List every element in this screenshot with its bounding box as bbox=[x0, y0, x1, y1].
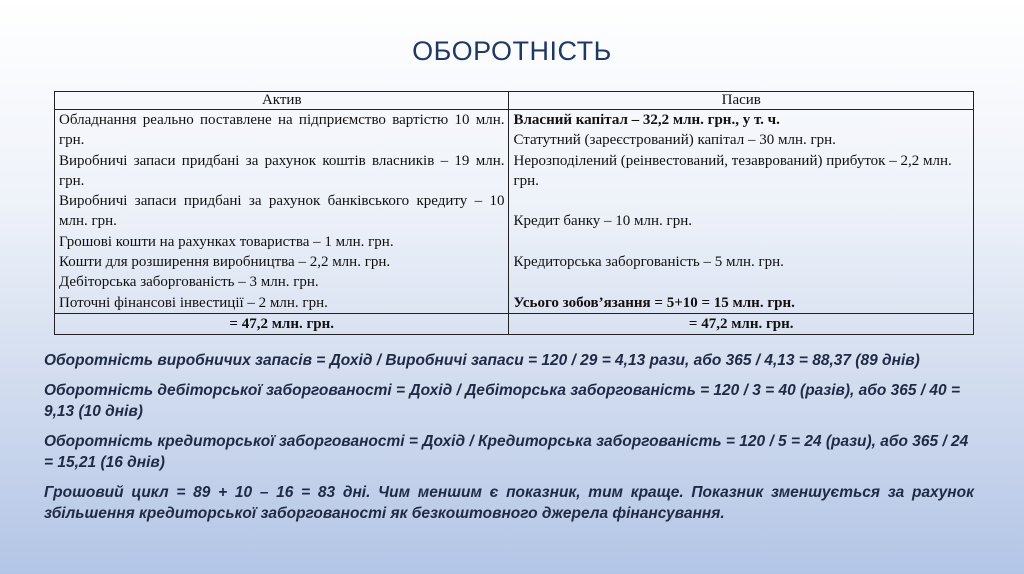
liabilities-total: = 47,2 млн. грн. bbox=[509, 313, 974, 334]
spacer bbox=[513, 272, 969, 292]
assets-total: = 47,2 млн. грн. bbox=[55, 313, 509, 334]
asset-inventory-credit: Виробничі запаси придбані за рахунок банківського кредиту – 10 млн. грн. bbox=[59, 193, 505, 230]
assets-cell bbox=[55, 110, 509, 314]
header-liabilities: Пасив bbox=[509, 92, 974, 110]
asset-expansion-funds: Кошти для розширення виробництва – 2,2 млн. грн. bbox=[59, 254, 391, 271]
spacer bbox=[513, 191, 969, 211]
turnover-notes bbox=[44, 350, 974, 533]
liability-bank-credit: Кредит банку – 10 млн. грн. bbox=[513, 213, 692, 230]
table-header-row bbox=[55, 92, 974, 110]
liabilities-cell bbox=[509, 110, 974, 314]
liability-payables: Кредиторська заборгованість – 5 млн. грн. bbox=[513, 254, 784, 271]
liability-total-obligations: Усього зобов’язання = 5+10 = 15 млн. грн. bbox=[513, 294, 795, 311]
note-cash-cycle: Грошовий цикл = 89 + 10 – 16 = 83 дні. Чим меншим є показник, тим краще. Показник зменшується за рахунок збільшення кредиторської заборгованості як безкоштовного джерела фінансування. bbox=[44, 484, 974, 522]
asset-receivables: Дебіторська заборгованість – 3 млн. грн. bbox=[59, 274, 319, 291]
table-body-row bbox=[55, 110, 974, 314]
asset-inventory-owners: Виробничі запаси придбані за рахунок коштів власників – 19 млн. грн. bbox=[59, 152, 505, 189]
asset-investments: Поточні фінансові інвестиції – 2 млн. грн. bbox=[59, 294, 328, 311]
table-total-row bbox=[55, 313, 974, 334]
liability-equity-total: Власний капітал – 32,2 млн. грн., у т. ч. bbox=[513, 112, 780, 128]
asset-cash: Грошові кошти на рахунках товариства – 1 млн. грн. bbox=[59, 233, 394, 250]
note-inventory-turnover: Оборотність виробничих запасів = Дохід / Виробничі запаси = 120 / 29 = 4,13 рази, або 365 / 4,13 = 88,37 (89 днів) bbox=[44, 352, 920, 369]
liability-statutory-capital: Статутний (зареєстрований) капітал – 30 млн. грн. bbox=[513, 132, 836, 149]
liability-retained-earnings: Нерозподілений (реінвестований, тезаврований) прибуток – 2,2 млн. грн. bbox=[513, 152, 952, 189]
balance-table bbox=[54, 91, 974, 335]
note-receivables-turnover: Оборотність дебіторської заборгованості = Дохід / Дебіторська заборгованість = 120 / 3 = 40 (разів), або 365 / 40 = 9,13 (10 днів) bbox=[44, 382, 961, 420]
spacer bbox=[513, 232, 969, 252]
note-payables-turnover: Оборотність кредиторської заборгованості = Дохід / Кредиторська заборгованість = 120 / 5 = 24 (рази), або 365 / 24 = 15,21 (16 днів) bbox=[44, 433, 969, 471]
header-assets: Актив bbox=[55, 92, 509, 110]
slide-title: ОБОРОТНІСТЬ bbox=[412, 36, 612, 66]
asset-equipment: Обладнання реально поставлене на підприємство вартістю 10 млн. грн. bbox=[59, 112, 505, 149]
